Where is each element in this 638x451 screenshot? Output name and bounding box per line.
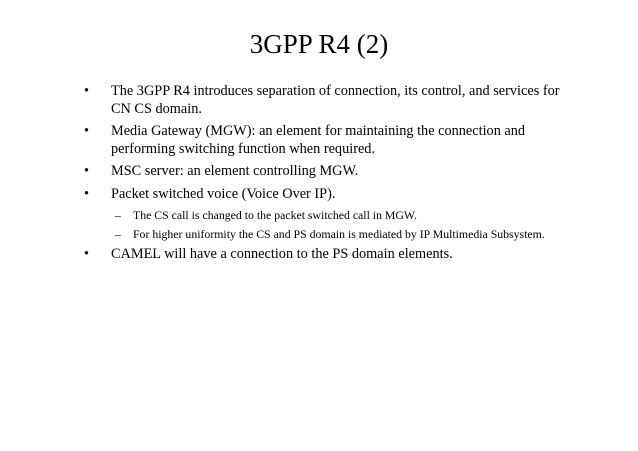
sub-bullet-marker: – (115, 208, 121, 222)
bullet-text: Media Gateway (MGW): an element for maintaining the connection and performing switching function when required. (111, 123, 526, 157)
bullet-item (84, 163, 564, 181)
bullet-text: The 3GPP R4 introduces separation of connection, its control, and services for CN CS domain. (111, 83, 560, 117)
sub-bullet-item (84, 227, 564, 242)
bullet-marker: • (84, 123, 90, 139)
bullet-item (84, 186, 564, 204)
sub-bullet-item (84, 208, 564, 223)
bullet-item (84, 123, 564, 158)
bullet-marker: • (84, 163, 90, 179)
slide-title: 3GPP R4 (2) (249, 29, 389, 59)
bullet-item (84, 83, 564, 118)
bullet-item (84, 246, 564, 264)
bullet-list (84, 83, 564, 269)
sub-bullet-text: For higher uniformity the CS and PS domain is mediated by IP Multimedia Subsystem. (133, 227, 545, 241)
sub-bullet-marker: – (115, 227, 121, 241)
bullet-marker: • (84, 185, 90, 202)
bullet-marker: • (84, 246, 90, 262)
bullet-marker: • (84, 83, 90, 99)
bullet-text: CAMEL will have a connection to the PS domain elements. (111, 246, 453, 262)
bullet-text: Packet switched voice (Voice Over IP). (111, 185, 336, 202)
bullet-text: MSC server: an element controlling MGW. (111, 163, 359, 179)
sub-bullet-text: The CS call is changed to the packet switched call in MGW. (133, 208, 417, 222)
